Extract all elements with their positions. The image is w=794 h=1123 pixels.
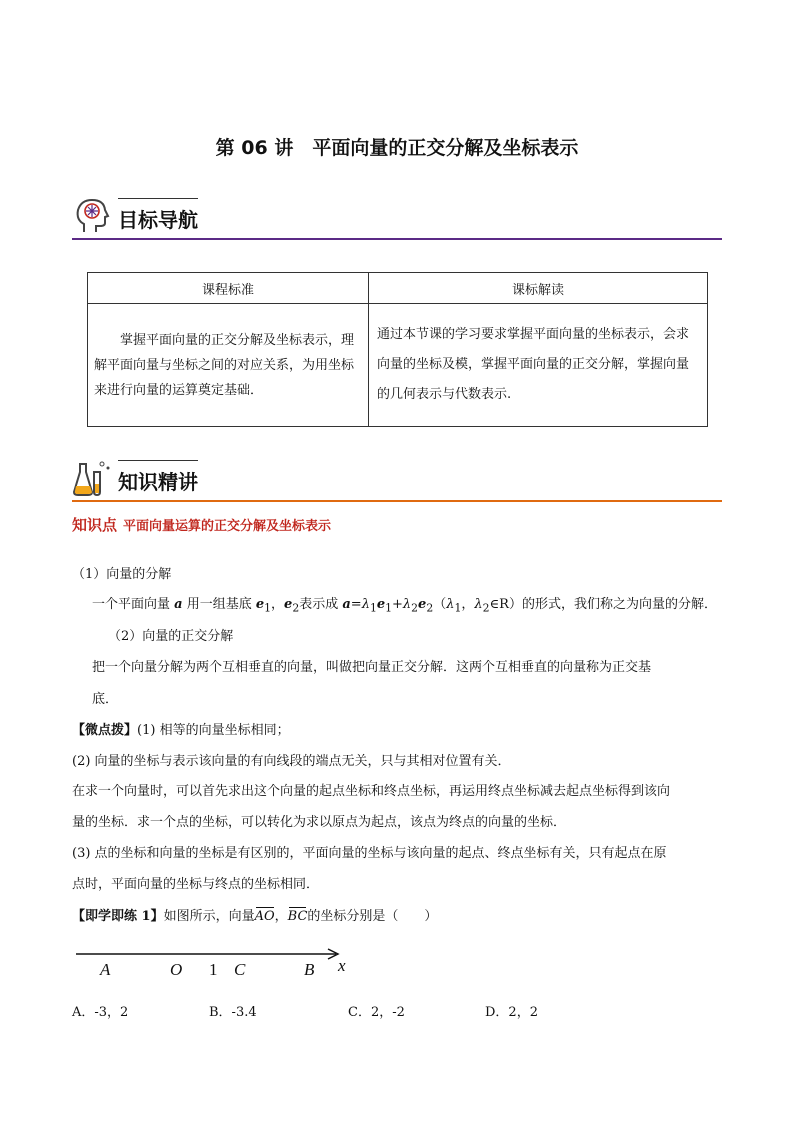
heading-orthogonal: （2）向量的正交分解 [108, 629, 234, 644]
point-label-A: A [100, 960, 111, 979]
knowledge-tag: 知识点 [72, 516, 118, 534]
table-cell-interpretation: 通过本节课的学习要求掌握平面向量的坐标表示，会求向量的坐标及模，掌握平面向量的正交分解，掌握向量的几何表示与代数表示. [369, 304, 708, 427]
header-top-line [118, 198, 198, 199]
standards-table [87, 272, 708, 427]
tip-line-6: 点时，平面向量的坐标与终点的坐标相同． [72, 877, 320, 892]
tip-line-4: 量的坐标．求一个点的坐标，可以转化为求以原点为起点，该点为终点的向量的坐标． [72, 815, 567, 830]
number-line-figure [72, 945, 372, 981]
exercise-line [72, 905, 437, 924]
section-header-goals [72, 196, 722, 240]
option-d: D．2，2 [485, 1005, 538, 1020]
vector-BC: BC [287, 909, 308, 924]
section-header-knowledge [72, 458, 722, 502]
flask-icon [72, 458, 112, 498]
head-brain-icon [72, 196, 112, 236]
point-label-O: O [170, 960, 183, 979]
section-rule [72, 500, 722, 502]
text: 一个平面向量 [92, 597, 175, 612]
exercise-tag: 【即学即练 1】 [72, 909, 164, 924]
point-label-B: B [304, 960, 315, 979]
paragraph-orthogonal-2: 底． [92, 692, 119, 707]
text: 用一组基底 [182, 597, 256, 612]
paragraph-orthogonal-1: 把一个向量分解为两个互相垂直的向量，叫做把向量正交分解．这两个互相垂直的向量称为正交基 [92, 660, 652, 675]
option-c: C．2，-2 [348, 1005, 405, 1020]
table-header-standard: 课程标准 [88, 273, 369, 304]
text: （ [433, 597, 447, 612]
tip-line-1 [72, 719, 290, 738]
page-title: 第 06 讲 平面向量的正交分解及坐标表示 [215, 137, 579, 159]
vector-a: a [174, 597, 183, 612]
text: 的坐标分别是（ ） [307, 909, 438, 924]
option-a: A．-3，2 [72, 1005, 129, 1020]
paragraph-decomposition: 一个平面向量 a 用一组基底 $e_1$，$e_2$表示成 $a=\lambda_1e_1+\lambda_2e_2(\lambda_1$，$\lambda_2\in R$）的形式，我们称之为向量的分解． [92, 597, 717, 615]
section-rule [72, 238, 722, 240]
tip-line-2: (2) 向量的坐标与表示该向量的有向线段的端点无关，只与其相对位置有关． [72, 754, 511, 769]
text: ∈R）的形式，我们称之为向量的分解． [489, 597, 717, 612]
tip-line-3: 在求一个向量时，可以首先求出这个向量的起点坐标和终点坐标，再运用终点坐标减去起点坐标得到该向 [72, 784, 671, 799]
text: ， [274, 909, 288, 924]
knowledge-title: 平面向量运算的正交分解及坐标表示 [123, 519, 332, 534]
axis-label-x: x [338, 956, 346, 975]
tip-tag: 【微点拨】 [72, 723, 138, 738]
table-cell-standard: 掌握平面向量的正交分解及坐标表示，理解平面向量与坐标之间的对应关系，为用坐标来进行向量的运算奠定基础． [88, 304, 369, 427]
section-label: 目标导航 [118, 208, 198, 232]
heading-decomposition: （1）向量的分解 [72, 567, 172, 582]
text: (1) 相等的向量坐标相同； [137, 723, 290, 738]
point-label-C: C [234, 960, 246, 979]
vector-AO: AO [254, 909, 275, 924]
text: 如图所示，向量 [163, 909, 255, 924]
tick-label-1: 1 [209, 960, 218, 979]
tip-line-5: (3) 点的坐标和向量的坐标是有区别的，平面向量的坐标与该向量的起点、终点坐标有关，只有起点在原 [72, 846, 667, 861]
knowledge-point-heading [72, 514, 331, 535]
table-header-interpretation: 课标解读 [369, 273, 708, 304]
text: 表示成 [299, 597, 343, 612]
section-label: 知识精讲 [118, 470, 198, 494]
option-b: B．-3.4 [209, 1005, 257, 1020]
header-top-line [118, 460, 198, 461]
